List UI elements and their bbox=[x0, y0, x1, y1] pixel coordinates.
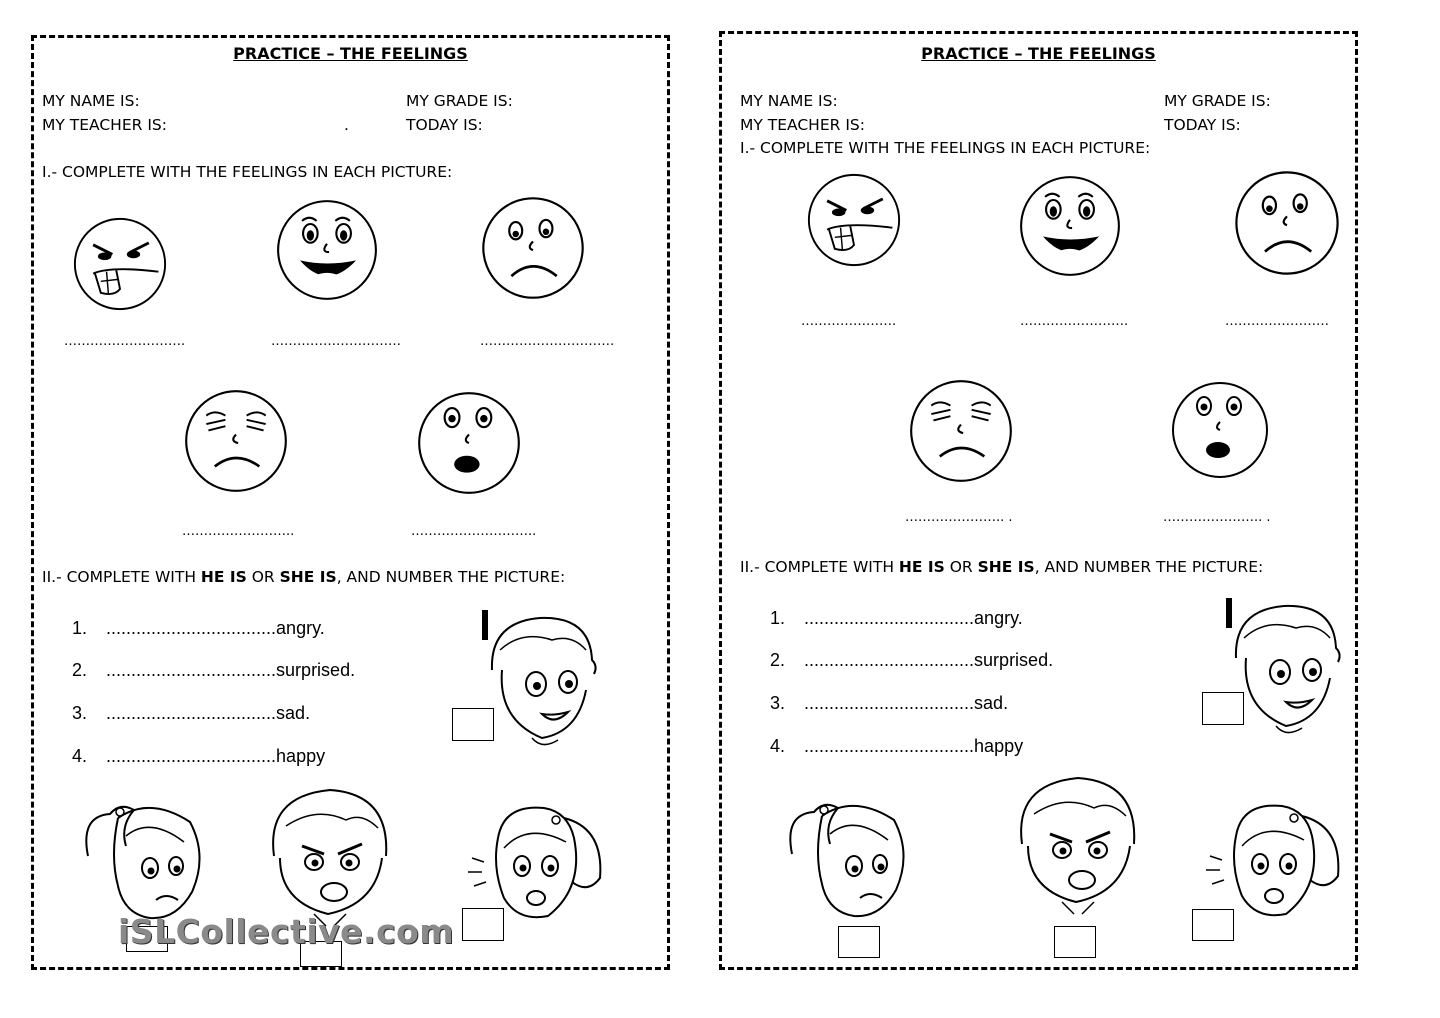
sentence-word: happy bbox=[974, 736, 1024, 756]
angry-face-icon bbox=[806, 172, 902, 268]
happy-face-icon bbox=[1018, 174, 1122, 278]
surprised-face-icon bbox=[1170, 378, 1270, 482]
answer-box-sad-girl[interactable] bbox=[838, 926, 880, 958]
crying-face-icon bbox=[908, 378, 1014, 484]
worksheet-title: PRACTICE – THE FEELINGS bbox=[233, 44, 468, 63]
sentence-blank[interactable]: .................................. bbox=[106, 660, 277, 680]
sentence-blank[interactable]: .................................. bbox=[804, 693, 975, 713]
feeling-blank-2[interactable]: ……………………. bbox=[1020, 314, 1129, 329]
sentence-word: angry. bbox=[276, 618, 325, 638]
sentence-number: 4. bbox=[770, 736, 786, 756]
section-2-text-b: , AND NUMBER THE PICTURE: bbox=[1034, 558, 1264, 576]
feeling-blank-5[interactable]: ……………………….. bbox=[411, 524, 537, 539]
surprised-girl-icon bbox=[1202, 796, 1342, 926]
angry-face-icon bbox=[72, 216, 168, 312]
grade-label: MY GRADE IS: bbox=[406, 92, 513, 110]
sentence-number: 2. bbox=[72, 660, 88, 680]
section-2-she-is: SHE IS bbox=[977, 558, 1035, 576]
sentence-word: happy bbox=[276, 746, 326, 766]
sad-face-icon bbox=[1232, 168, 1342, 278]
sad-girl-icon bbox=[80, 796, 210, 926]
happy-girl-icon bbox=[482, 610, 602, 750]
sentence-word: sad. bbox=[974, 693, 1009, 713]
section-1-instruction: I.- COMPLETE WITH THE FEELINGS IN EACH PICTURE: bbox=[740, 139, 1151, 157]
sentence-blank[interactable]: .................................. bbox=[106, 746, 277, 766]
section-2-he-is: HE IS bbox=[898, 558, 945, 576]
sentence-3[interactable] bbox=[72, 703, 310, 724]
sentence-number: 3. bbox=[72, 703, 88, 723]
answer-box-surprised-girl[interactable] bbox=[1192, 909, 1234, 941]
happy-face-icon bbox=[275, 198, 379, 302]
happy-girl-icon bbox=[1226, 598, 1346, 738]
answer-box-angry-boy[interactable] bbox=[1054, 926, 1096, 958]
section-2-instruction bbox=[740, 558, 1263, 576]
sentence-4[interactable] bbox=[770, 736, 1023, 757]
feeling-blank-1[interactable]: …………………. bbox=[801, 314, 897, 329]
feeling-blank-3[interactable]: …………………… bbox=[1225, 314, 1329, 329]
sentence-2[interactable] bbox=[770, 650, 1053, 671]
section-2-text-a: II.- COMPLETE WITH bbox=[740, 558, 899, 576]
angry-boy-icon bbox=[1014, 774, 1144, 914]
grade-label: MY GRADE IS: bbox=[1164, 92, 1271, 110]
worksheet-left bbox=[31, 35, 670, 970]
sad-face-icon bbox=[478, 194, 588, 302]
sentence-2[interactable] bbox=[72, 660, 355, 681]
sentence-word: surprised. bbox=[276, 660, 356, 680]
sentence-word: sad. bbox=[276, 703, 311, 723]
sentence-number: 2. bbox=[770, 650, 786, 670]
name-label: MY NAME IS: bbox=[740, 92, 838, 110]
feeling-blank-3[interactable]: …………………………. bbox=[480, 334, 615, 349]
sentence-number: 4. bbox=[72, 746, 88, 766]
answer-box-happy-girl[interactable] bbox=[452, 708, 494, 741]
sentence-1[interactable] bbox=[770, 608, 1023, 629]
sentence-1[interactable] bbox=[72, 618, 325, 639]
sentence-4[interactable] bbox=[72, 746, 325, 767]
answer-box-surprised-girl[interactable] bbox=[462, 908, 504, 941]
section-2-text-b: , AND NUMBER THE PICTURE: bbox=[336, 568, 566, 586]
section-2-instruction bbox=[42, 568, 565, 586]
feeling-blank-2[interactable]: ………………………… bbox=[271, 334, 401, 349]
today-label: TODAY IS: bbox=[1164, 116, 1241, 134]
sentence-blank[interactable]: .................................. bbox=[804, 608, 975, 628]
feeling-blank-4[interactable]: …………………….. bbox=[182, 524, 295, 539]
section-2-he-is: HE IS bbox=[200, 568, 247, 586]
sad-girl-icon bbox=[784, 794, 914, 924]
section-2-text-or: OR bbox=[944, 558, 978, 576]
today-label: TODAY IS: bbox=[406, 116, 483, 134]
surprised-face-icon bbox=[416, 390, 522, 496]
sentence-blank[interactable]: .................................. bbox=[804, 736, 975, 756]
sentence-3[interactable] bbox=[770, 693, 1008, 714]
stray-dot: . bbox=[344, 116, 349, 134]
name-label: MY NAME IS: bbox=[42, 92, 140, 110]
feeling-blank-4[interactable]: ………………….. . bbox=[905, 510, 1013, 525]
teacher-label: MY TEACHER IS: bbox=[740, 116, 865, 134]
sentence-word: angry. bbox=[974, 608, 1023, 628]
crying-face-icon bbox=[183, 388, 289, 494]
worksheet-right bbox=[719, 31, 1358, 970]
teacher-label: MY TEACHER IS: bbox=[42, 116, 167, 134]
sentence-blank[interactable]: .................................. bbox=[106, 703, 277, 723]
section-2-text-or: OR bbox=[246, 568, 280, 586]
sentence-blank[interactable]: .................................. bbox=[106, 618, 277, 638]
answer-box-happy-girl[interactable] bbox=[1202, 692, 1244, 725]
sentence-number: 1. bbox=[770, 608, 786, 628]
sentence-word: surprised. bbox=[974, 650, 1054, 670]
feeling-blank-1[interactable]: ………………………. bbox=[64, 334, 186, 349]
sentence-number: 1. bbox=[72, 618, 88, 638]
angry-boy-icon bbox=[266, 786, 396, 926]
section-2-text-a: II.- COMPLETE WITH bbox=[42, 568, 201, 586]
feeling-blank-5[interactable]: ………………….. . bbox=[1163, 510, 1271, 525]
section-2-she-is: SHE IS bbox=[279, 568, 337, 586]
section-1-instruction: I.- COMPLETE WITH THE FEELINGS IN EACH PICTURE: bbox=[42, 163, 453, 181]
watermark-logo: iSLCollective.com bbox=[118, 912, 455, 951]
sentence-blank[interactable]: .................................. bbox=[804, 650, 975, 670]
worksheet-title: PRACTICE – THE FEELINGS bbox=[921, 44, 1156, 63]
sentence-number: 3. bbox=[770, 693, 786, 713]
